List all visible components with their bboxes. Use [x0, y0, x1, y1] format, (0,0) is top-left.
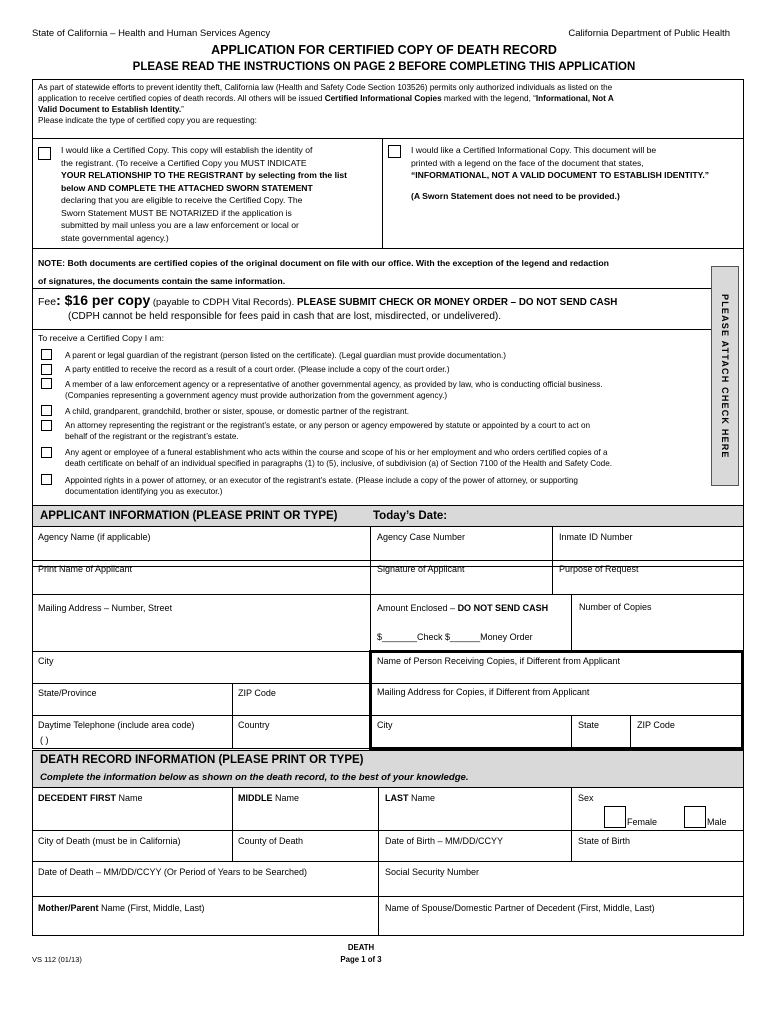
agency-name-field[interactable]: [34, 545, 368, 558]
ssn-field[interactable]: [380, 880, 742, 894]
spouse-name-field[interactable]: [380, 916, 742, 933]
phone-parens: ( ): [40, 735, 49, 745]
informational-copy-text: I would like a Certified Informational Copy. This document will be printed with a legend on the face of the document that states, “INFORMATIONAL, NOT A VALID DOCUMENT TO ESTABLISH IDENTITY.” (A Sworn Statement does not need to be provided.): [411, 145, 710, 201]
state-province-label: State/Province: [38, 688, 97, 698]
city-field[interactable]: [34, 668, 368, 681]
applicant-heading: APPLICANT INFORMATION (PLEASE PRINT OR TYPE): [40, 510, 338, 522]
relationship-intro: To receive a Certified Copy I am:: [38, 333, 165, 343]
date-of-death-label: Date of Death – MM/DD/CCYY (Or Period of Years to be Searched): [38, 867, 307, 877]
receiver-name-label: Name of Person Receiving Copies, if Different from Applicant: [377, 656, 620, 666]
mother-parent-field[interactable]: [34, 916, 376, 933]
mailing-address-copies-label: Mailing Address for Copies, if Different from Applicant: [377, 687, 590, 697]
page-number: Page 1 of 3: [340, 955, 382, 964]
phone-label: Daytime Telephone (include area code): [38, 720, 195, 730]
todays-date-label: Today’s Date:: [373, 510, 448, 522]
purpose-field[interactable]: [554, 578, 742, 592]
divider: [32, 138, 744, 139]
relationship-option: A party entitled to receive the record as a result of a court order. (Please include a copy of the court order.): [65, 365, 450, 374]
agency-case-label: Agency Case Number: [377, 532, 466, 542]
certified-copy-checkbox[interactable]: [38, 147, 51, 160]
ssn-label: Social Security Number: [385, 867, 480, 877]
relationship-option: Any agent or employee of a funeral establishment who acts within the course and scope of his or her employment and who orders certified copies of a death certificate on behalf of an individual specified in paragraphs (1) to (5), inclusive, of subdivision (a) of Section 7100 of the Health and Safety Code.: [65, 448, 613, 468]
mailing-address-field[interactable]: [34, 617, 368, 649]
inmate-id-field[interactable]: [554, 545, 742, 558]
amount-enclosed-label: Amount Enclosed – DO NOT SEND CASH: [377, 603, 549, 613]
page-subtitle: PLEASE READ THE INSTRUCTIONS ON PAGE 2 BEFORE COMPLETING THIS APPLICATION: [132, 61, 636, 73]
state-of-birth-label: State of Birth: [578, 836, 631, 846]
agency-name-label: Agency Name (if applicable): [38, 532, 151, 542]
relationship-checkbox-parent[interactable]: [41, 349, 52, 360]
agency-left: State of California – Health and Human Services Agency: [32, 28, 271, 39]
agency-case-field[interactable]: [372, 545, 550, 558]
page-title: APPLICATION FOR CERTIFIED COPY OF DEATH RECORD: [211, 43, 557, 57]
sex-male-checkbox[interactable]: [684, 806, 706, 828]
sex-female-checkbox[interactable]: [604, 806, 626, 828]
city-copies-label: City: [377, 720, 393, 730]
fee-disclaimer: (CDPH cannot be held responsible for fees paid in cash that are lost, misdirected, or undelivered).: [68, 311, 502, 322]
signature-field[interactable]: [372, 578, 550, 592]
zip-field[interactable]: [234, 700, 368, 713]
relationship-option: A parent or legal guardian of the registrant (person listed on the certificate). (Legal guardian must provide documentation.): [65, 351, 507, 360]
attach-check-text: PLEASE ATTACH CHECK HERE: [720, 293, 730, 459]
relationship-option: A member of a law enforcement agency or a representative of another governmental agency, as provided by law, who is conducting official business. (Companies representing a government agency must provide authorization from the government agency.): [65, 380, 603, 400]
fee-line: Fee: $16 per copy (payable to CDPH Vital Records). PLEASE SUBMIT CHECK OR MONEY ORDER – DO NOT SEND CASH: [38, 292, 618, 308]
number-of-copies-field[interactable]: [573, 617, 742, 649]
agency-right: California Department of Public Health: [568, 28, 730, 39]
spouse-name-label: Name of Spouse/Domestic Partner of Decedent (First, Middle, Last): [385, 903, 655, 913]
inmate-id-label: Inmate ID Number: [559, 532, 633, 542]
relationship-checkbox-law-enforcement[interactable]: [41, 378, 52, 389]
decedent-first-label: DECEDENT FIRST Name: [38, 793, 143, 803]
city-of-death-label: City of Death (must be in California): [38, 836, 181, 846]
city-of-death-field[interactable]: [34, 845, 230, 859]
relationship-checkbox-court-order[interactable]: [41, 364, 52, 375]
signature-label: Signature of Applicant: [377, 564, 465, 574]
relationship-checkbox-family[interactable]: [41, 405, 52, 416]
note: NOTE: Both documents are certified copies of the original document on file with our office. With the exception of the legend and redaction of signatures, the documents contain the same information.: [38, 258, 609, 286]
date-of-birth-label: Date of Birth – MM/DD/CCYY: [385, 836, 504, 846]
divider: [32, 248, 744, 249]
footer-type: DEATH: [347, 943, 375, 952]
sex-male-label: Male: [707, 817, 727, 827]
county-of-death-label: County of Death: [238, 836, 304, 846]
relationship-option: A child, grandparent, grandchild, brother or sister, spouse, or domestic partner of the registrant.: [65, 407, 410, 416]
relationship-option: An attorney representing the registrant or the registrant’s estate, or any person or agency empowered by statute or appointed by a court to act on behalf of the registrant or the registrant’s estate.: [65, 421, 591, 441]
amount-line: $_______Check $______Money Order: [377, 632, 533, 642]
divider: [32, 329, 712, 330]
mother-parent-label: Mother/Parent Name (First, Middle, Last): [38, 903, 205, 913]
relationship-checkbox-funeral[interactable]: [41, 447, 52, 458]
relationship-checkbox-power-of-attorney[interactable]: [41, 474, 52, 485]
date-of-death-field[interactable]: [34, 880, 376, 894]
state-copies-label: State: [578, 720, 600, 730]
relationship-option: Appointed rights in a power of attorney, or an executor of the registrant’s estate. (Please include a copy of the power of attorney, or supporting documentation identifying you as executor.): [65, 476, 578, 496]
number-of-copies-label: Number of Copies: [579, 602, 652, 612]
country-field[interactable]: [234, 733, 368, 746]
relationship-checkbox-attorney[interactable]: [41, 420, 52, 431]
sex-female-label: Female: [627, 817, 658, 827]
divider: [382, 138, 383, 248]
zip-label: ZIP Code: [238, 688, 276, 698]
mailing-address-label: Mailing Address – Number, Street: [38, 603, 173, 613]
purpose-label: Purpose of Request: [559, 564, 639, 574]
form-id: VS 112 (01/13): [32, 955, 82, 964]
death-subheading: Complete the information below as shown on the death record, to the best of your knowledge.: [40, 772, 469, 783]
certified-copy-text: I would like a Certified Copy. This copy will establish the identity of the registrant. (To receive a Certified Copy you MUST INDICATE YOUR RELATIONSHIP TO THE REGISTRANT by selecting from the list below AND COMPLETE THE ATTACHED SWORN STATEMENT declaring that you are eligible to receive the Certified Copy. The Sworn Statement MUST BE NOTARIZED if the application is submitted by mail unless you are a law enforcement or local or state governmental agency.): [61, 145, 348, 243]
print-name-field[interactable]: [34, 578, 368, 592]
decedent-middle-label: MIDDLE Name: [238, 793, 300, 803]
decedent-last-label: LAST Name: [385, 793, 436, 803]
death-heading: DEATH RECORD INFORMATION (PLEASE PRINT OR TYPE): [40, 754, 364, 766]
zip-copies-label: ZIP Code: [637, 720, 675, 730]
divider: [32, 288, 712, 289]
informational-copy-checkbox[interactable]: [388, 145, 401, 158]
sex-label: Sex: [578, 793, 594, 803]
city-label: City: [38, 656, 54, 666]
print-name-label: Print Name of Applicant: [38, 564, 133, 574]
state-province-field[interactable]: [34, 700, 230, 713]
intro-text: As part of statewide efforts to prevent identity theft, California law (Health and Safety Code Section 103526) permits only authorized individuals as listed on the application to receive certified copies of death records. All others will be issued Certified Informational Copies marked with the legend, “Informational, Not A Valid Document to Establish Identity.” Please indicate the type of certified copy you are requesting:: [38, 83, 614, 125]
country-label: Country: [238, 720, 270, 730]
